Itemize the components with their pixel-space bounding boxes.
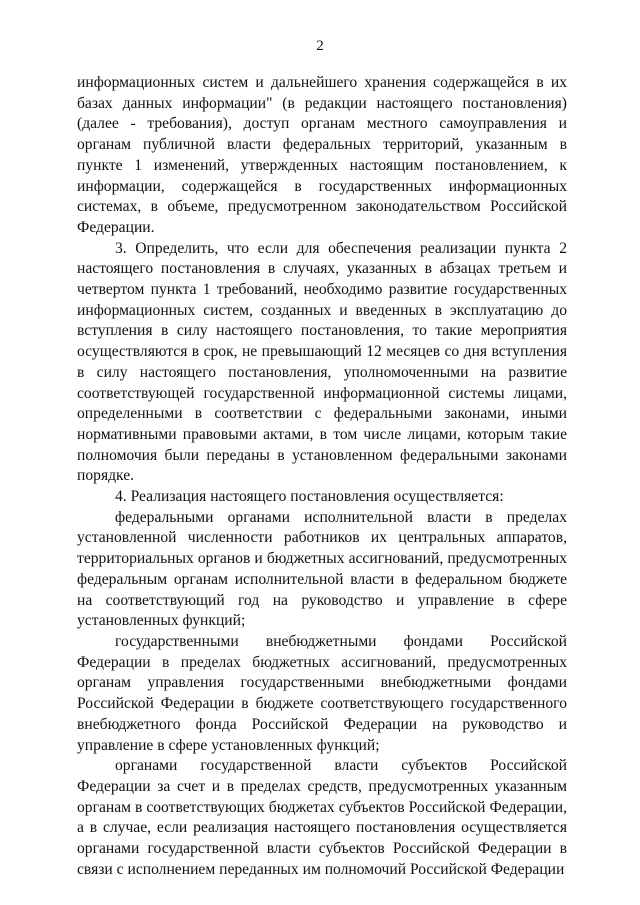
paragraph-regional-bodies: органами государственной власти субъектов Российской Федерации за счет и в пределах средств, предусмотренных указанным органам в соответствующих бюджетах субъектов Российской Федерации, а в случае, если реализация настоящего постановления осуществляется органами государственной власти субъектов Российской Федерации в связи с исполнением переданных им полномочий Российской Федерации (77, 757, 567, 878)
paragraph-item-3: 3. Определить, что если для обеспечения реализации пункта 2 настоящего постановления в случаях, указанных в абзацах третьем и четвертом пункта 1 требований, необходимо развитие государственных информационных систем, созданных и введенных в эксплуатацию до вступления в силу настоящего постановления, то такие мероприятия осуществляются в срок, не превышающий 12 месяцев со дня вступления в силу настоящего постановления, уполномоченными на развитие соответствующей государственной информационной системы лицами, определенными в соответствии с федеральными законами, иными нормативными правовыми актами, в том числе лицами, которым такие полномочия были переданы в установленном федеральными законами порядке. (77, 239, 567, 485)
document-body (77, 73, 567, 880)
page-number: 2 (316, 38, 324, 54)
paragraph-continuation: информационных систем и дальнейшего хранения содержащейся в их базах данных информации" (в редакции настоящего постановления) (далее - требования), доступ органам местного самоуправления и органам публичной власти федеральных территорий, указанным в пункте 1 изменений, утвержденных настоящим постановлением, к информации, содержащейся в государственных информационных системах, в объеме, предусмотренном законодательством Российской Федерации. (77, 74, 567, 236)
paragraph-extrabudgetary-funds: государственными внебюджетными фондами Российской Федерации в пределах бюджетных ассигнований, предусмотренных органам управления государственными внебюджетными фондами Российской Федерации в бюджете соответствующего государственного внебюджетного фонда Российской Федерации на руководство и управление в сфере установленных функций; (77, 632, 567, 754)
paragraph-item-4: 4. Реализация настоящего постановления осуществляется: (115, 488, 504, 506)
paragraph-federal-bodies: федеральными органами исполнительной власти в пределах установленной численности работников их центральных аппаратов, территориальных органов и бюджетных ассигнований, предусмотренных федеральным органам исполнительной власти в федеральном бюджете на соответствующий год на руководство и управление в сфере установленных функций; (77, 508, 567, 630)
